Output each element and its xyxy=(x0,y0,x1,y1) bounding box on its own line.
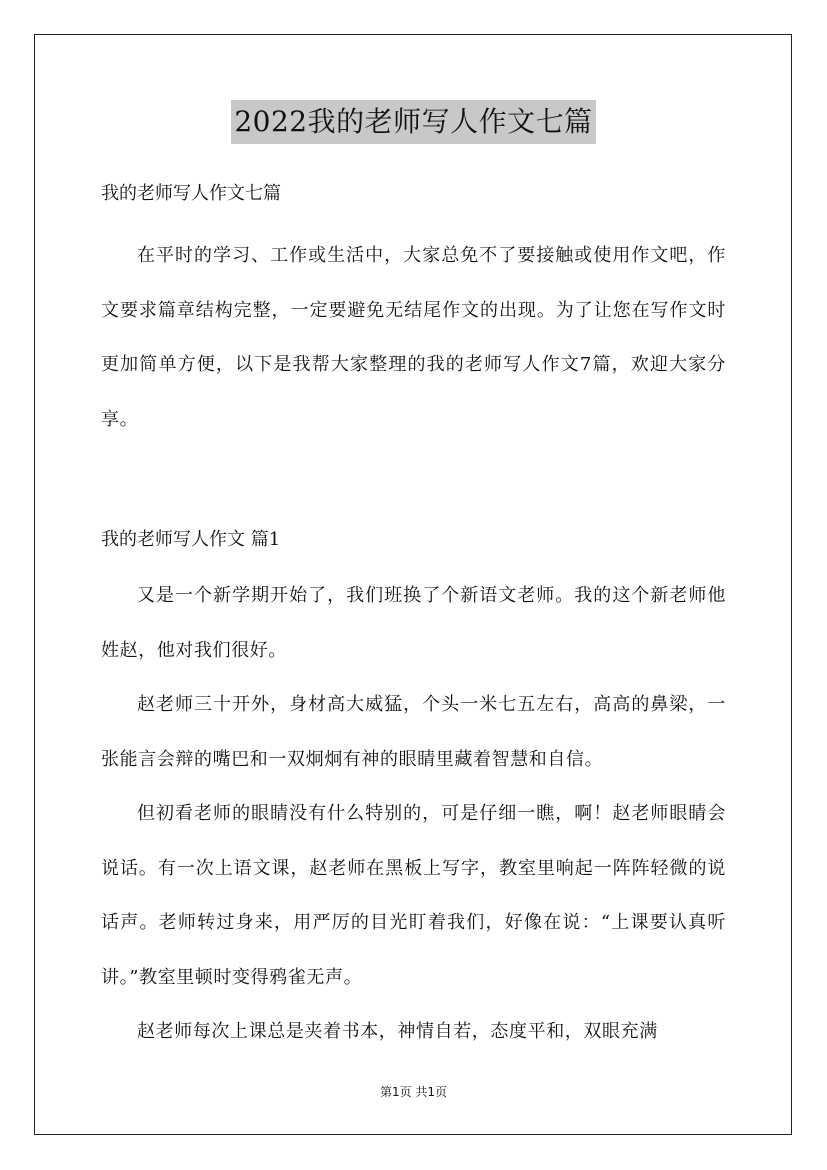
body-paragraph: 又是一个新学期开始了，我们班换了个新语文老师。我的这个新老师他姓赵，他对我们很好。 xyxy=(101,585,726,661)
page-footer: 第1页 共1页 xyxy=(379,1085,448,1099)
title-container xyxy=(0,100,827,144)
body-paragraph: 但初看老师的眼睛没有什么特别的，可是仔细一瞧，啊！赵老师眼睛会说话。有一次上语文课，赵老师在黑板上写字，教室里响起一阵阵轻微的说话声。老师转过身来，用严厉的目光盯着我们，好像在说：“上课要认真听讲。”教室里顿时变得鸦雀无声。 xyxy=(101,803,726,988)
intro-paragraph: 在平时的学习、工作或生活中，大家总免不了要接触或使用作文吧，作文要求篇章结构完整，一定要避免无结尾作文的出现。为了让您在写作文时更加简单方便，以下是我帮大家整理的我的老师写人作文7篇，欢迎大家分享。 xyxy=(101,245,726,430)
document-body xyxy=(101,175,726,1060)
body-paragraph: 赵老师每次上课总是夹着书本，神情自若，态度平和，双眼充满 xyxy=(137,1021,658,1042)
document-title: 2022我的老师写人作文七篇 xyxy=(231,100,595,144)
document-subtitle: 我的老师写人作文七篇 xyxy=(101,183,281,204)
body-paragraph: 赵老师三十开外，身材高大威猛，个头一米七五左右，高高的鼻梁，一张能言会辩的嘴巴和一双炯炯有神的眼睛里藏着智慧和自信。 xyxy=(101,694,726,770)
section-heading: 我的老师写人作文 篇1 xyxy=(101,529,281,550)
